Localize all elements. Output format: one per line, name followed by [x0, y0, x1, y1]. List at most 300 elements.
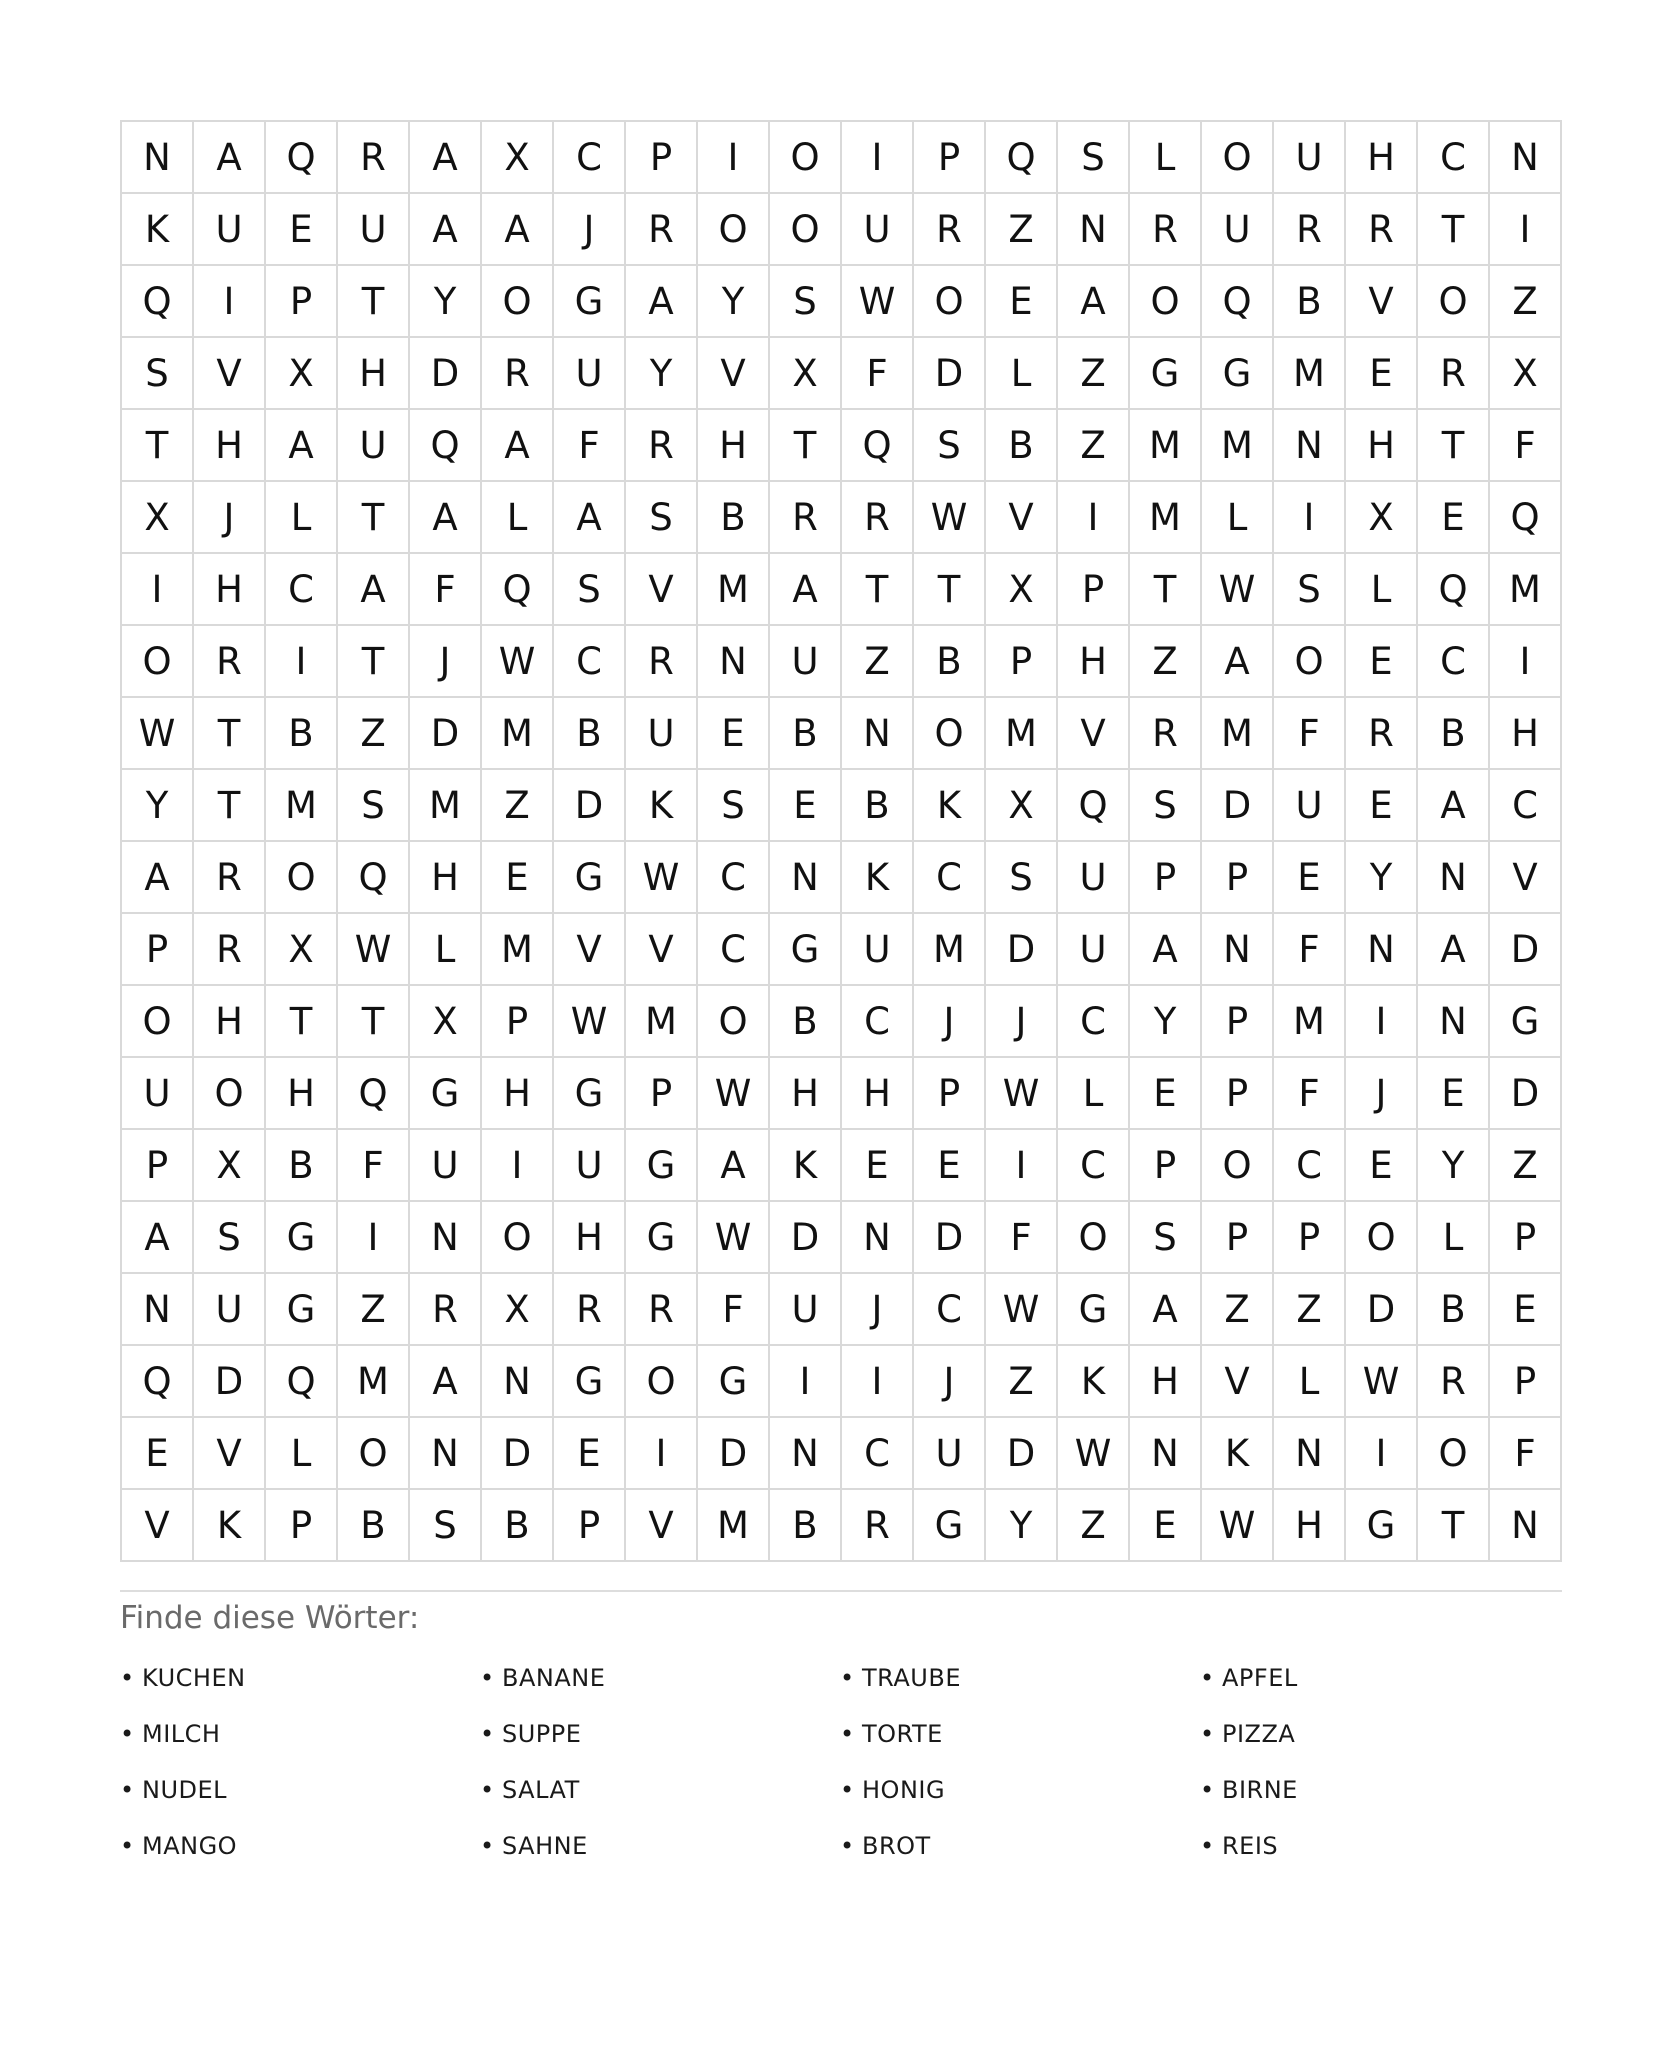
grid-cell[interactable]: F	[410, 554, 482, 626]
grid-cell[interactable]: E	[266, 194, 338, 266]
grid-cell[interactable]: M	[986, 698, 1058, 770]
grid-cell[interactable]: I	[1274, 482, 1346, 554]
grid-cell[interactable]: A	[626, 266, 698, 338]
grid-cell[interactable]: S	[914, 410, 986, 482]
grid-cell[interactable]: B	[914, 626, 986, 698]
grid-cell[interactable]: U	[1274, 770, 1346, 842]
grid-cell[interactable]: R	[1274, 194, 1346, 266]
grid-cell[interactable]: O	[1274, 626, 1346, 698]
grid-cell[interactable]: F	[842, 338, 914, 410]
grid-cell[interactable]: S	[1058, 122, 1130, 194]
grid-cell[interactable]: E	[698, 698, 770, 770]
grid-cell[interactable]: U	[338, 194, 410, 266]
grid-cell[interactable]: W	[1202, 1490, 1274, 1562]
grid-cell[interactable]: H	[842, 1058, 914, 1130]
grid-cell[interactable]: A	[1418, 914, 1490, 986]
grid-cell[interactable]: D	[482, 1418, 554, 1490]
grid-cell[interactable]: U	[770, 1274, 842, 1346]
grid-cell[interactable]: W	[122, 698, 194, 770]
grid-cell[interactable]: P	[914, 122, 986, 194]
grid-cell[interactable]: U	[842, 194, 914, 266]
grid-cell[interactable]: N	[1490, 1490, 1562, 1562]
grid-cell[interactable]: E	[1130, 1058, 1202, 1130]
grid-cell[interactable]: K	[1202, 1418, 1274, 1490]
grid-cell[interactable]: Y	[1346, 842, 1418, 914]
grid-cell[interactable]: R	[554, 1274, 626, 1346]
grid-cell[interactable]: N	[698, 626, 770, 698]
grid-cell[interactable]: N	[1346, 914, 1418, 986]
grid-cell[interactable]: J	[554, 194, 626, 266]
grid-cell[interactable]: G	[626, 1202, 698, 1274]
grid-cell[interactable]: E	[482, 842, 554, 914]
grid-cell[interactable]: A	[482, 410, 554, 482]
grid-cell[interactable]: N	[1490, 122, 1562, 194]
grid-cell[interactable]: M	[482, 914, 554, 986]
grid-cell[interactable]: T	[194, 770, 266, 842]
grid-cell[interactable]: T	[338, 266, 410, 338]
grid-cell[interactable]: C	[842, 986, 914, 1058]
grid-cell[interactable]: Q	[338, 1058, 410, 1130]
grid-cell[interactable]: K	[914, 770, 986, 842]
grid-cell[interactable]: P	[1202, 1058, 1274, 1130]
grid-cell[interactable]: O	[770, 122, 842, 194]
grid-cell[interactable]: Q	[122, 266, 194, 338]
grid-cell[interactable]: G	[266, 1274, 338, 1346]
grid-cell[interactable]: E	[122, 1418, 194, 1490]
grid-cell[interactable]: F	[554, 410, 626, 482]
grid-cell[interactable]: X	[194, 1130, 266, 1202]
grid-cell[interactable]: H	[1274, 1490, 1346, 1562]
grid-cell[interactable]: U	[770, 626, 842, 698]
grid-cell[interactable]: I	[338, 1202, 410, 1274]
grid-cell[interactable]: J	[914, 986, 986, 1058]
grid-cell[interactable]: S	[1130, 1202, 1202, 1274]
grid-cell[interactable]: J	[842, 1274, 914, 1346]
grid-cell[interactable]: O	[1058, 1202, 1130, 1274]
grid-cell[interactable]: H	[266, 1058, 338, 1130]
grid-cell[interactable]: O	[698, 986, 770, 1058]
grid-cell[interactable]: S	[1274, 554, 1346, 626]
grid-cell[interactable]: W	[338, 914, 410, 986]
grid-cell[interactable]: S	[770, 266, 842, 338]
grid-cell[interactable]: H	[194, 986, 266, 1058]
grid-cell[interactable]: C	[698, 842, 770, 914]
grid-cell[interactable]: X	[986, 770, 1058, 842]
grid-cell[interactable]: F	[1274, 698, 1346, 770]
grid-cell[interactable]: Y	[122, 770, 194, 842]
grid-cell[interactable]: U	[1202, 194, 1274, 266]
grid-cell[interactable]: X	[482, 122, 554, 194]
grid-cell[interactable]: V	[1202, 1346, 1274, 1418]
grid-cell[interactable]: B	[266, 1130, 338, 1202]
grid-cell[interactable]: A	[266, 410, 338, 482]
grid-cell[interactable]: R	[626, 626, 698, 698]
grid-cell[interactable]: B	[770, 1490, 842, 1562]
grid-cell[interactable]: K	[194, 1490, 266, 1562]
grid-cell[interactable]: D	[1490, 1058, 1562, 1130]
grid-cell[interactable]: T	[266, 986, 338, 1058]
grid-cell[interactable]: U	[914, 1418, 986, 1490]
grid-cell[interactable]: R	[1130, 194, 1202, 266]
grid-cell[interactable]: J	[194, 482, 266, 554]
grid-cell[interactable]: E	[1346, 626, 1418, 698]
grid-cell[interactable]: A	[410, 194, 482, 266]
grid-cell[interactable]: W	[986, 1058, 1058, 1130]
grid-cell[interactable]: Z	[1490, 1130, 1562, 1202]
grid-cell[interactable]: T	[842, 554, 914, 626]
grid-cell[interactable]: P	[986, 626, 1058, 698]
grid-cell[interactable]: S	[194, 1202, 266, 1274]
grid-cell[interactable]: U	[1274, 122, 1346, 194]
grid-cell[interactable]: M	[1274, 986, 1346, 1058]
grid-cell[interactable]: N	[1130, 1418, 1202, 1490]
grid-cell[interactable]: D	[1202, 770, 1274, 842]
grid-cell[interactable]: C	[266, 554, 338, 626]
grid-cell[interactable]: Z	[1058, 338, 1130, 410]
grid-cell[interactable]: R	[626, 1274, 698, 1346]
grid-cell[interactable]: Y	[1130, 986, 1202, 1058]
grid-cell[interactable]: Q	[842, 410, 914, 482]
grid-cell[interactable]: Y	[698, 266, 770, 338]
grid-cell[interactable]: O	[1130, 266, 1202, 338]
grid-cell[interactable]: W	[698, 1202, 770, 1274]
grid-cell[interactable]: O	[338, 1418, 410, 1490]
grid-cell[interactable]: D	[1346, 1274, 1418, 1346]
grid-cell[interactable]: E	[1346, 1130, 1418, 1202]
grid-cell[interactable]: R	[1130, 698, 1202, 770]
grid-cell[interactable]: O	[1346, 1202, 1418, 1274]
grid-cell[interactable]: G	[266, 1202, 338, 1274]
grid-cell[interactable]: E	[1490, 1274, 1562, 1346]
grid-cell[interactable]: I	[1346, 1418, 1418, 1490]
grid-cell[interactable]: L	[986, 338, 1058, 410]
grid-cell[interactable]: R	[770, 482, 842, 554]
grid-cell[interactable]: D	[914, 338, 986, 410]
grid-cell[interactable]: R	[842, 1490, 914, 1562]
grid-cell[interactable]: H	[410, 842, 482, 914]
grid-cell[interactable]: P	[626, 1058, 698, 1130]
grid-cell[interactable]: T	[338, 482, 410, 554]
grid-cell[interactable]: J	[1346, 1058, 1418, 1130]
grid-cell[interactable]: S	[1130, 770, 1202, 842]
grid-cell[interactable]: A	[1418, 770, 1490, 842]
grid-cell[interactable]: C	[698, 914, 770, 986]
grid-cell[interactable]: P	[1490, 1202, 1562, 1274]
grid-cell[interactable]: R	[482, 338, 554, 410]
grid-cell[interactable]: B	[770, 986, 842, 1058]
grid-cell[interactable]: W	[626, 842, 698, 914]
grid-cell[interactable]: X	[122, 482, 194, 554]
grid-cell[interactable]: H	[1346, 122, 1418, 194]
grid-cell[interactable]: N	[1274, 410, 1346, 482]
grid-cell[interactable]: O	[914, 698, 986, 770]
grid-cell[interactable]: N	[122, 122, 194, 194]
grid-cell[interactable]: U	[1058, 842, 1130, 914]
grid-cell[interactable]: Z	[338, 1274, 410, 1346]
grid-cell[interactable]: E	[1346, 770, 1418, 842]
grid-cell[interactable]: B	[770, 698, 842, 770]
grid-cell[interactable]: E	[1274, 842, 1346, 914]
grid-cell[interactable]: W	[986, 1274, 1058, 1346]
grid-cell[interactable]: F	[1274, 914, 1346, 986]
grid-cell[interactable]: G	[914, 1490, 986, 1562]
grid-cell[interactable]: X	[410, 986, 482, 1058]
grid-cell[interactable]: C	[914, 1274, 986, 1346]
grid-cell[interactable]: B	[554, 698, 626, 770]
grid-cell[interactable]: W	[1346, 1346, 1418, 1418]
grid-cell[interactable]: N	[842, 698, 914, 770]
grid-cell[interactable]: S	[986, 842, 1058, 914]
grid-cell[interactable]: P	[1274, 1202, 1346, 1274]
grid-cell[interactable]: C	[1418, 122, 1490, 194]
grid-cell[interactable]: I	[986, 1130, 1058, 1202]
grid-cell[interactable]: J	[410, 626, 482, 698]
grid-cell[interactable]: O	[194, 1058, 266, 1130]
grid-cell[interactable]: Q	[266, 122, 338, 194]
grid-cell[interactable]: H	[554, 1202, 626, 1274]
grid-cell[interactable]: V	[626, 1490, 698, 1562]
grid-cell[interactable]: I	[698, 122, 770, 194]
grid-cell[interactable]: A	[410, 1346, 482, 1418]
grid-cell[interactable]: F	[698, 1274, 770, 1346]
grid-cell[interactable]: M	[626, 986, 698, 1058]
grid-cell[interactable]: A	[410, 122, 482, 194]
grid-cell[interactable]: L	[1130, 122, 1202, 194]
grid-cell[interactable]: M	[1202, 698, 1274, 770]
grid-cell[interactable]: U	[554, 338, 626, 410]
grid-cell[interactable]: O	[482, 1202, 554, 1274]
grid-cell[interactable]: W	[554, 986, 626, 1058]
grid-cell[interactable]: N	[410, 1418, 482, 1490]
grid-cell[interactable]: K	[626, 770, 698, 842]
grid-cell[interactable]: G	[554, 1058, 626, 1130]
grid-cell[interactable]: D	[986, 914, 1058, 986]
grid-cell[interactable]: P	[1130, 842, 1202, 914]
grid-cell[interactable]: S	[122, 338, 194, 410]
grid-cell[interactable]: O	[1202, 1130, 1274, 1202]
grid-cell[interactable]: R	[194, 626, 266, 698]
grid-cell[interactable]: R	[1346, 194, 1418, 266]
grid-cell[interactable]: V	[626, 554, 698, 626]
grid-cell[interactable]: M	[698, 1490, 770, 1562]
grid-cell[interactable]: A	[1202, 626, 1274, 698]
grid-cell[interactable]: M	[1274, 338, 1346, 410]
grid-cell[interactable]: P	[1202, 1202, 1274, 1274]
grid-cell[interactable]: T	[122, 410, 194, 482]
grid-cell[interactable]: Z	[1274, 1274, 1346, 1346]
grid-cell[interactable]: T	[914, 554, 986, 626]
grid-cell[interactable]: E	[554, 1418, 626, 1490]
grid-cell[interactable]: A	[770, 554, 842, 626]
grid-cell[interactable]: G	[554, 266, 626, 338]
grid-cell[interactable]: B	[1418, 1274, 1490, 1346]
grid-cell[interactable]: A	[338, 554, 410, 626]
grid-cell[interactable]: V	[1490, 842, 1562, 914]
grid-cell[interactable]: W	[914, 482, 986, 554]
grid-cell[interactable]: Z	[842, 626, 914, 698]
grid-cell[interactable]: V	[554, 914, 626, 986]
grid-cell[interactable]: Q	[1490, 482, 1562, 554]
grid-cell[interactable]: I	[770, 1346, 842, 1418]
grid-cell[interactable]: U	[122, 1058, 194, 1130]
grid-cell[interactable]: S	[698, 770, 770, 842]
grid-cell[interactable]: T	[1418, 410, 1490, 482]
grid-cell[interactable]: J	[986, 986, 1058, 1058]
grid-cell[interactable]: H	[194, 410, 266, 482]
grid-cell[interactable]: B	[1274, 266, 1346, 338]
grid-cell[interactable]: A	[1058, 266, 1130, 338]
grid-cell[interactable]: F	[986, 1202, 1058, 1274]
grid-cell[interactable]: P	[122, 914, 194, 986]
grid-cell[interactable]: D	[986, 1418, 1058, 1490]
grid-cell[interactable]: D	[194, 1346, 266, 1418]
grid-cell[interactable]: T	[1418, 194, 1490, 266]
grid-cell[interactable]: D	[770, 1202, 842, 1274]
grid-cell[interactable]: V	[698, 338, 770, 410]
grid-cell[interactable]: R	[842, 482, 914, 554]
grid-cell[interactable]: G	[770, 914, 842, 986]
grid-cell[interactable]: U	[554, 1130, 626, 1202]
grid-cell[interactable]: H	[770, 1058, 842, 1130]
grid-cell[interactable]: P	[1058, 554, 1130, 626]
grid-cell[interactable]: B	[338, 1490, 410, 1562]
grid-cell[interactable]: Q	[482, 554, 554, 626]
grid-cell[interactable]: P	[266, 266, 338, 338]
grid-cell[interactable]: O	[626, 1346, 698, 1418]
grid-cell[interactable]: O	[770, 194, 842, 266]
grid-cell[interactable]: D	[410, 698, 482, 770]
grid-cell[interactable]: N	[122, 1274, 194, 1346]
grid-cell[interactable]: Z	[482, 770, 554, 842]
grid-cell[interactable]: V	[626, 914, 698, 986]
grid-cell[interactable]: C	[1058, 1130, 1130, 1202]
grid-cell[interactable]: I	[1058, 482, 1130, 554]
grid-cell[interactable]: O	[482, 266, 554, 338]
grid-cell[interactable]: X	[1490, 338, 1562, 410]
grid-cell[interactable]: Z	[1058, 410, 1130, 482]
grid-cell[interactable]: C	[1058, 986, 1130, 1058]
grid-cell[interactable]: O	[1202, 122, 1274, 194]
grid-cell[interactable]: T	[1130, 554, 1202, 626]
grid-cell[interactable]: O	[122, 626, 194, 698]
grid-cell[interactable]: E	[842, 1130, 914, 1202]
grid-cell[interactable]: R	[410, 1274, 482, 1346]
grid-cell[interactable]: P	[122, 1130, 194, 1202]
grid-cell[interactable]: Z	[1058, 1490, 1130, 1562]
grid-cell[interactable]: I	[482, 1130, 554, 1202]
grid-cell[interactable]: L	[1346, 554, 1418, 626]
grid-cell[interactable]: I	[1490, 194, 1562, 266]
grid-cell[interactable]: C	[1418, 626, 1490, 698]
grid-cell[interactable]: D	[698, 1418, 770, 1490]
grid-cell[interactable]: K	[1058, 1346, 1130, 1418]
grid-cell[interactable]: T	[1418, 1490, 1490, 1562]
grid-cell[interactable]: H	[482, 1058, 554, 1130]
grid-cell[interactable]: B	[482, 1490, 554, 1562]
grid-cell[interactable]: H	[1346, 410, 1418, 482]
grid-cell[interactable]: Q	[986, 122, 1058, 194]
grid-cell[interactable]: W	[1058, 1418, 1130, 1490]
grid-cell[interactable]: M	[1490, 554, 1562, 626]
grid-cell[interactable]: W	[698, 1058, 770, 1130]
grid-cell[interactable]: G	[554, 842, 626, 914]
grid-cell[interactable]: Y	[626, 338, 698, 410]
grid-cell[interactable]: N	[482, 1346, 554, 1418]
grid-cell[interactable]: D	[554, 770, 626, 842]
grid-cell[interactable]: Q	[1058, 770, 1130, 842]
grid-cell[interactable]: E	[1130, 1490, 1202, 1562]
grid-cell[interactable]: Q	[122, 1346, 194, 1418]
grid-cell[interactable]: M	[1130, 482, 1202, 554]
grid-cell[interactable]: R	[1418, 338, 1490, 410]
grid-cell[interactable]: K	[122, 194, 194, 266]
grid-cell[interactable]: D	[410, 338, 482, 410]
grid-cell[interactable]: E	[914, 1130, 986, 1202]
grid-cell[interactable]: F	[1274, 1058, 1346, 1130]
grid-cell[interactable]: C	[554, 122, 626, 194]
grid-cell[interactable]: B	[986, 410, 1058, 482]
grid-cell[interactable]: F	[1490, 1418, 1562, 1490]
grid-cell[interactable]: B	[1418, 698, 1490, 770]
grid-cell[interactable]: A	[122, 1202, 194, 1274]
grid-cell[interactable]: E	[1346, 338, 1418, 410]
grid-cell[interactable]: Q	[410, 410, 482, 482]
grid-cell[interactable]: Q	[1418, 554, 1490, 626]
grid-cell[interactable]: E	[1418, 1058, 1490, 1130]
grid-cell[interactable]: O	[122, 986, 194, 1058]
grid-cell[interactable]: O	[266, 842, 338, 914]
grid-cell[interactable]: A	[1130, 1274, 1202, 1346]
grid-cell[interactable]: E	[1418, 482, 1490, 554]
grid-cell[interactable]: V	[1058, 698, 1130, 770]
grid-cell[interactable]: Y	[986, 1490, 1058, 1562]
grid-cell[interactable]: I	[122, 554, 194, 626]
grid-cell[interactable]: Z	[986, 194, 1058, 266]
grid-cell[interactable]: R	[194, 842, 266, 914]
grid-cell[interactable]: S	[410, 1490, 482, 1562]
grid-cell[interactable]: X	[266, 914, 338, 986]
grid-cell[interactable]: U	[1058, 914, 1130, 986]
grid-cell[interactable]: A	[122, 842, 194, 914]
grid-cell[interactable]: M	[338, 1346, 410, 1418]
grid-cell[interactable]: L	[266, 482, 338, 554]
grid-cell[interactable]: T	[338, 986, 410, 1058]
grid-cell[interactable]: U	[842, 914, 914, 986]
grid-cell[interactable]: P	[914, 1058, 986, 1130]
grid-cell[interactable]: I	[194, 266, 266, 338]
grid-cell[interactable]: Z	[1130, 626, 1202, 698]
grid-cell[interactable]: H	[338, 338, 410, 410]
grid-cell[interactable]: U	[194, 1274, 266, 1346]
grid-cell[interactable]: S	[626, 482, 698, 554]
grid-cell[interactable]: V	[194, 338, 266, 410]
grid-cell[interactable]: R	[914, 194, 986, 266]
grid-cell[interactable]: U	[626, 698, 698, 770]
grid-cell[interactable]: N	[1058, 194, 1130, 266]
grid-cell[interactable]: N	[770, 842, 842, 914]
grid-cell[interactable]: C	[1274, 1130, 1346, 1202]
grid-cell[interactable]: K	[842, 842, 914, 914]
grid-cell[interactable]: M	[914, 914, 986, 986]
grid-cell[interactable]: A	[698, 1130, 770, 1202]
grid-cell[interactable]: N	[1418, 842, 1490, 914]
grid-cell[interactable]: G	[1490, 986, 1562, 1058]
grid-cell[interactable]: H	[1490, 698, 1562, 770]
grid-cell[interactable]: A	[194, 122, 266, 194]
grid-cell[interactable]: X	[770, 338, 842, 410]
grid-cell[interactable]: P	[626, 122, 698, 194]
grid-cell[interactable]: M	[1130, 410, 1202, 482]
